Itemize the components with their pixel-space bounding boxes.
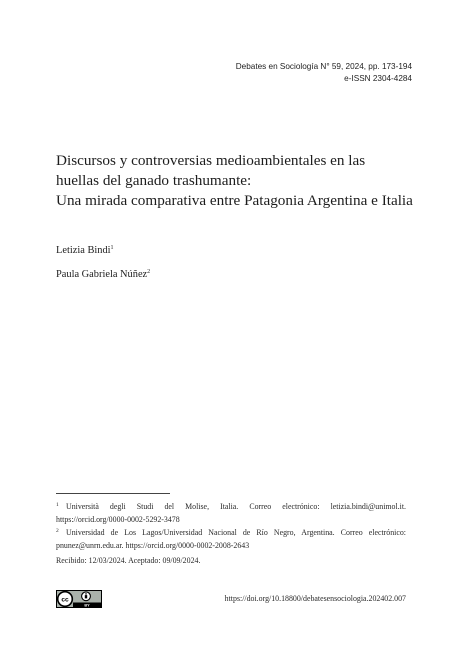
title-line-3: Una mirada comparativa entre Patagonia Argentina e Italia	[56, 192, 413, 209]
footnote-1: 1 Università degli Studi del Molise, Italia. Correo electrónico: letizia.bindi@unimol.it. https://orcid.org/0000-0002-5292-3478	[56, 502, 406, 524]
journal-citation: Debates en Sociología N° 59, 2024, pp. 173-194	[235, 62, 412, 71]
author-name: Paula Gabriela Núñez	[56, 269, 148, 280]
footnote-divider	[56, 493, 170, 494]
footnotes	[56, 500, 406, 552]
received-accepted-dates: Recibido: 12/03/2024. Aceptado: 09/09/2024.	[56, 556, 201, 565]
article-title	[56, 151, 416, 211]
by-text: BY	[84, 603, 90, 608]
doi-link[interactable]: https://doi.org/10.18800/debatesensociologia.202402.007	[224, 594, 406, 603]
cc-text: cc	[61, 596, 69, 604]
author-2	[56, 263, 150, 287]
journal-issn: e-ISSN 2304-4284	[344, 73, 412, 83]
author-footnote-marker[interactable]: 2	[147, 269, 151, 275]
title-line-1: Discursos y controversias medioambientales en las	[56, 152, 366, 169]
footnote-text: Università degli Studi del Molise, Italia. Correo electrónico: letizia.bindi@unimol.it. https://orcid.org/0000-0002-5292-3478	[56, 502, 406, 524]
footnote-text: Universidad de Los Lagos/Universidad Nacional de Río Negro, Argentina. Correo electrónico: pnunez@unrn.edu.ar. https://orcid.org/0000-0002-2008-2643	[56, 528, 406, 550]
journal-header	[236, 61, 412, 84]
author-1	[56, 239, 150, 263]
author-list	[56, 239, 150, 287]
author-footnote-marker[interactable]: 1	[110, 245, 114, 251]
cc-by-license-icon[interactable]	[56, 590, 102, 608]
title-line-2: huellas del ganado trashumante:	[56, 172, 252, 189]
footnote-2: 2 Universidad de Los Lagos/Universidad Nacional de Río Negro, Argentina. Correo electrónico: pnunez@unrn.edu.ar. https://orcid.org/0000-0002-2008-2643	[56, 528, 406, 550]
author-name: Letizia Bindi	[56, 245, 111, 256]
